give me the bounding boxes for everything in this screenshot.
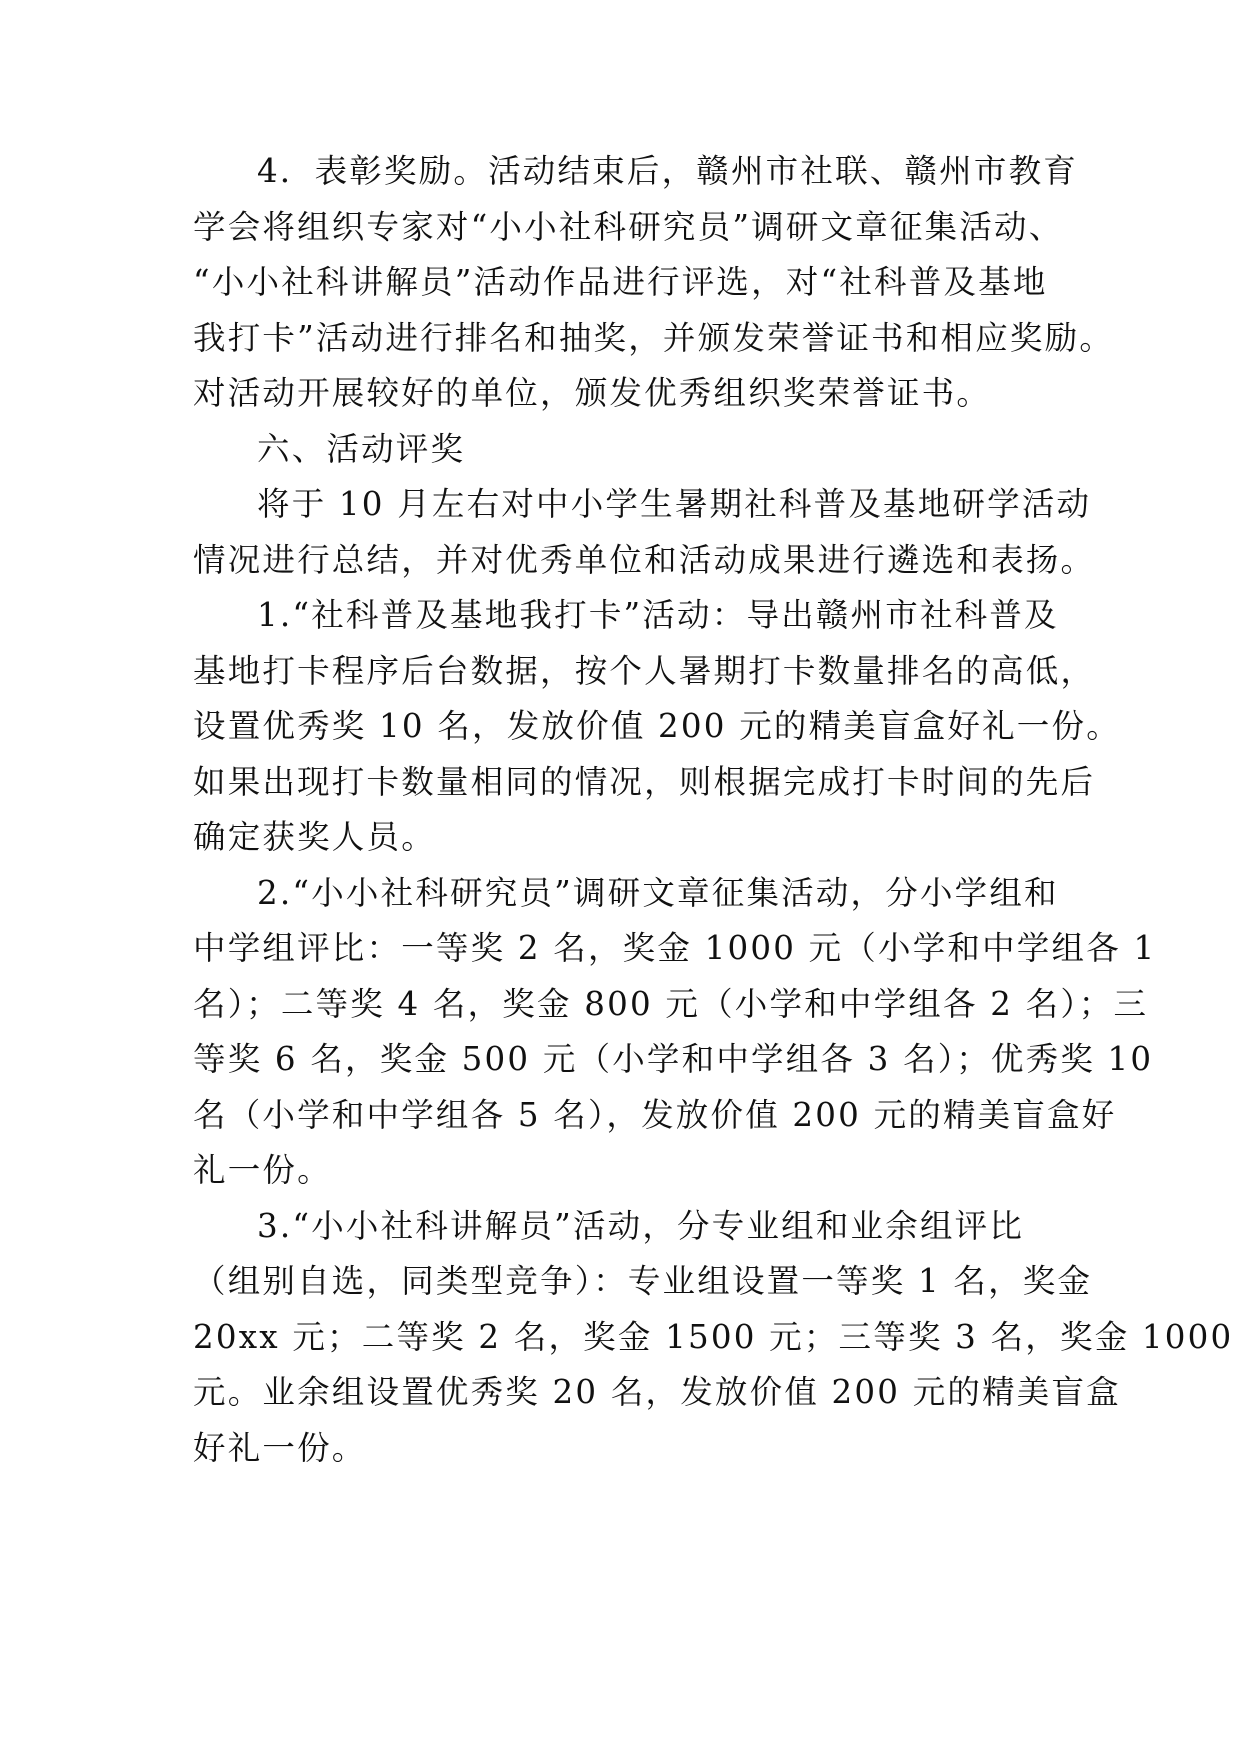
paragraph-line: 基地打卡程序后台数据，按个人暑期打卡数量排名的高低， bbox=[193, 652, 1096, 690]
paragraph-line: 我打卡”活动进行排名和抽奖，并颁发荣誉证书和相应奖励。 bbox=[193, 319, 1115, 357]
paragraph-line: 好礼一份。 bbox=[193, 1429, 367, 1467]
paragraph-line: 学会将组织专家对“小小社科研究员”调研文章征集活动、 bbox=[193, 208, 1064, 246]
paragraph-line: 20xx 元；二等奖 2 名，奖金 1500 元；三等奖 3 名，奖金 1000 bbox=[193, 1318, 1234, 1356]
paragraph-line: 4．表彰奖励。活动结束后，赣州市社联、赣州市教育 bbox=[257, 152, 1078, 190]
paragraph-line: 确定获奖人员。 bbox=[193, 818, 436, 856]
paragraph-line: 元。业余组设置优秀奖 20 名，发放价值 200 元的精美盲盒 bbox=[193, 1373, 1121, 1411]
paragraph-line: 礼一份。 bbox=[193, 1151, 332, 1189]
paragraph-line: “小小社科讲解员”活动作品进行评选，对“社科普及基地 bbox=[193, 263, 1048, 301]
paragraph-line: 对活动开展较好的单位，颁发优秀组织奖荣誉证书。 bbox=[193, 374, 992, 412]
paragraph-line: 2.“小小社科研究员”调研文章征集活动，分小学组和 bbox=[257, 874, 1059, 912]
paragraph-line: 名（小学和中学组各 5 名），发放价值 200 元的精美盲盒好 bbox=[193, 1096, 1117, 1134]
paragraph-line: 设置优秀奖 10 名，发放价值 200 元的精美盲盒好礼一份。 bbox=[193, 707, 1121, 745]
paragraph-line: 中学组评比：一等奖 2 名，奖金 1000 元（小学和中学组各 1 bbox=[193, 929, 1157, 967]
paragraph-line: 等奖 6 名，奖金 500 元（小学和中学组各 3 名）；优秀奖 10 bbox=[193, 1040, 1154, 1078]
paragraph-line: （组别自选，同类型竞争）：专业组设置一等奖 1 名，奖金 bbox=[193, 1262, 1093, 1300]
paragraph-line: 名）；二等奖 4 名，奖金 800 元（小学和中学组各 2 名）；三 bbox=[193, 985, 1149, 1023]
section-heading: 六、活动评奖 bbox=[257, 430, 466, 468]
paragraph-line: 如果出现打卡数量相同的情况，则根据完成打卡时间的先后 bbox=[193, 763, 1096, 801]
paragraph-line: 1.“社科普及基地我打卡”活动：导出赣州市社科普及 bbox=[257, 596, 1059, 634]
paragraph-line: 将于 10 月左右对中小学生暑期社科普及基地研学活动 bbox=[257, 485, 1092, 523]
paragraph-line: 3.“小小社科讲解员”活动，分专业组和业余组评比 bbox=[257, 1207, 1025, 1245]
paragraph-line: 情况进行总结，并对优秀单位和活动成果进行遴选和表扬。 bbox=[193, 541, 1096, 579]
